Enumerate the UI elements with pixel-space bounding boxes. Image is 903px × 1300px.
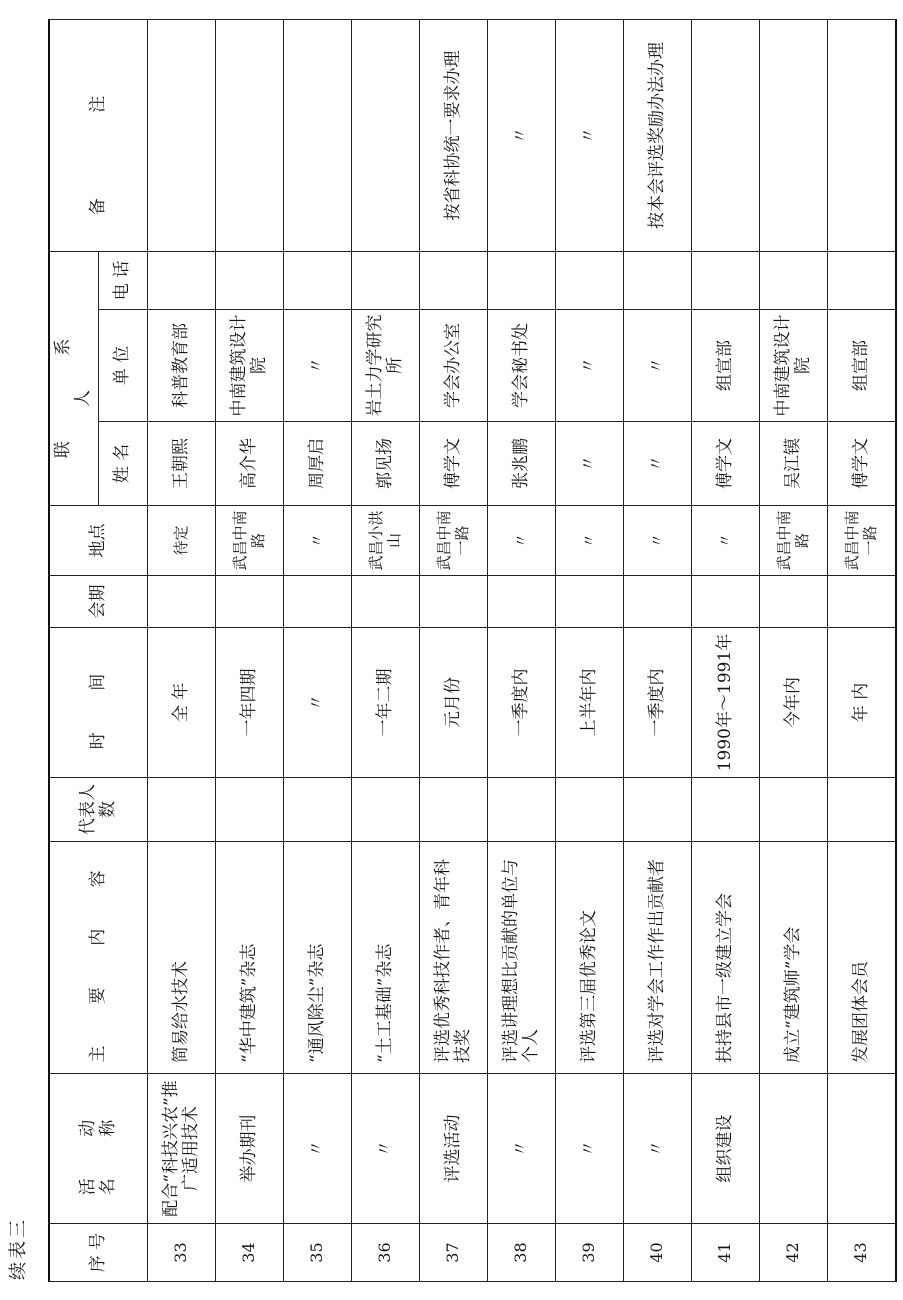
- cell-contact-phone: [284, 251, 352, 309]
- cell-contact-name: 〃: [556, 422, 624, 506]
- cell-place: 待定: [148, 506, 216, 576]
- cell-contact-unit: 〃: [284, 310, 352, 422]
- cell-activity-name: 〃: [352, 1074, 420, 1224]
- header-activity-name: 活 动 名 称: [49, 1074, 148, 1224]
- cell-activity-name: 评选活动: [420, 1074, 488, 1224]
- table-row: [624, 19, 692, 1281]
- cell-contact-name: 吴江镆: [760, 422, 828, 506]
- table-row: [828, 19, 897, 1281]
- cell-time: 元月份: [420, 628, 488, 778]
- cell-seq: 41: [692, 1224, 760, 1282]
- cell-seq: 35: [284, 1224, 352, 1282]
- cell-seq: 36: [352, 1224, 420, 1282]
- cell-contact-unit: 组宣部: [692, 310, 760, 422]
- cell-period: [216, 576, 284, 628]
- header-note: 备 注: [49, 19, 148, 251]
- cell-seq: 37: [420, 1224, 488, 1282]
- cell-contact-name: 周厚启: [284, 422, 352, 506]
- table-row: [760, 19, 828, 1281]
- cell-contact-phone: [352, 251, 420, 309]
- cell-rep-count: [760, 778, 828, 842]
- cell-activity-name: 〃: [284, 1074, 352, 1224]
- cell-contact-phone: [216, 251, 284, 309]
- cell-contact-unit: 〃: [624, 310, 692, 422]
- cell-time: 1990年～1991年: [692, 628, 760, 778]
- cell-contact-unit: 岩土力学研究所: [352, 310, 420, 422]
- cell-place: 武昌中南一路: [420, 506, 488, 576]
- cell-contact-unit: 〃: [556, 310, 624, 422]
- header-seq: 序 号: [49, 1224, 148, 1282]
- table-row: [556, 19, 624, 1281]
- cell-place: 武昌中南一路: [828, 506, 897, 576]
- header-place: 地点: [49, 506, 148, 576]
- cell-time: 一年四期: [216, 628, 284, 778]
- cell-contact-name: 张兆鹏: [488, 422, 556, 506]
- cell-contact-phone: [760, 251, 828, 309]
- cell-contact-phone: [624, 251, 692, 309]
- table-title: 续表三: [8, 1217, 29, 1280]
- header-contact-name: 姓 名: [99, 422, 148, 506]
- cell-activity-name: 〃: [624, 1074, 692, 1224]
- cell-contact-name: 傅学文: [692, 422, 760, 506]
- cell-note: 按省科协统一要求办理: [420, 19, 488, 251]
- header-contact-unit: 单 位: [99, 310, 148, 422]
- header-contact: 联 系 人: [49, 251, 99, 505]
- cell-time: 一季度内: [488, 628, 556, 778]
- cell-note: 按本会评选奖励办法办理: [624, 19, 692, 251]
- cell-rep-count: [352, 778, 420, 842]
- table-row: [148, 19, 216, 1281]
- header-time: 时 间: [49, 628, 148, 778]
- cell-period: [488, 576, 556, 628]
- cell-main-content: 成立“建筑师”学会: [760, 842, 828, 1074]
- cell-contact-name: 傅学文: [828, 422, 897, 506]
- table-row: [488, 19, 556, 1281]
- cell-note: [352, 19, 420, 251]
- cell-seq: 38: [488, 1224, 556, 1282]
- cell-activity-name: 配合“科技兴农”推广适用技术: [148, 1074, 216, 1224]
- cell-activity-name: 〃: [488, 1074, 556, 1224]
- table-row: [692, 19, 760, 1281]
- cell-contact-phone: [828, 251, 897, 309]
- cell-note: 〃: [556, 19, 624, 251]
- cell-place: 武昌中南路: [216, 506, 284, 576]
- cell-time: 今年内: [760, 628, 828, 778]
- cell-contact-phone: [488, 251, 556, 309]
- cell-note: [216, 19, 284, 251]
- cell-seq: 39: [556, 1224, 624, 1282]
- cell-rep-count: [556, 778, 624, 842]
- cell-time: 〃: [284, 628, 352, 778]
- cell-note: 〃: [488, 19, 556, 251]
- cell-activity-name: 举办期刊: [216, 1074, 284, 1224]
- cell-seq: 33: [148, 1224, 216, 1282]
- cell-contact-unit: 中南建筑设计院: [760, 310, 828, 422]
- header-rep-count: 代表人数: [49, 778, 148, 842]
- cell-period: [420, 576, 488, 628]
- table-row: [284, 19, 352, 1281]
- cell-contact-phone: [148, 251, 216, 309]
- cell-period: [556, 576, 624, 628]
- cell-main-content: 评选讲理想比贡献的单位与个人: [488, 842, 556, 1074]
- cell-activity-name: [828, 1074, 897, 1224]
- cell-period: [624, 576, 692, 628]
- cell-seq: 43: [828, 1224, 897, 1282]
- cell-place: 〃: [556, 506, 624, 576]
- cell-period: [148, 576, 216, 628]
- cell-seq: 34: [216, 1224, 284, 1282]
- header-period: 会期: [49, 576, 148, 628]
- cell-main-content: 评选第三届优秀论文: [556, 842, 624, 1074]
- cell-contact-unit: 学会秘书处: [488, 310, 556, 422]
- cell-period: [692, 576, 760, 628]
- cell-contact-unit: 中南建筑设计院: [216, 310, 284, 422]
- cell-place: 〃: [488, 506, 556, 576]
- cell-contact-phone: [420, 251, 488, 309]
- cell-activity-name: [760, 1074, 828, 1224]
- cell-rep-count: [284, 778, 352, 842]
- cell-contact-name: 〃: [624, 422, 692, 506]
- cell-contact-unit: 组宣部: [828, 310, 897, 422]
- cell-place: 〃: [692, 506, 760, 576]
- header-contact-phone: 电 话: [99, 251, 148, 309]
- cell-contact-unit: 科普教育部: [148, 310, 216, 422]
- cell-period: [284, 576, 352, 628]
- cell-activity-name: 〃: [556, 1074, 624, 1224]
- cell-note: [760, 19, 828, 251]
- cell-rep-count: [624, 778, 692, 842]
- cell-time: 全 年: [148, 628, 216, 778]
- cell-note: [828, 19, 897, 251]
- cell-place: 〃: [284, 506, 352, 576]
- cell-time: 上半年内: [556, 628, 624, 778]
- cell-note: [284, 19, 352, 251]
- cell-contact-name: 郭见扬: [352, 422, 420, 506]
- cell-rep-count: [420, 778, 488, 842]
- cell-main-content: “华中建筑”杂志: [216, 842, 284, 1074]
- cell-period: [760, 576, 828, 628]
- cell-place: 〃: [624, 506, 692, 576]
- cell-main-content: 评选优秀科技作者、青年科技奖: [420, 842, 488, 1074]
- cell-contact-unit: 学会办公室: [420, 310, 488, 422]
- cell-main-content: “土工基础”杂志: [352, 842, 420, 1074]
- cell-seq: 40: [624, 1224, 692, 1282]
- table-header: [49, 19, 148, 1281]
- cell-activity-name: 组织建设: [692, 1074, 760, 1224]
- cell-rep-count: [488, 778, 556, 842]
- cell-place: 武昌小洪山: [352, 506, 420, 576]
- cell-contact-name: 傅学文: [420, 422, 488, 506]
- table-body: [148, 19, 897, 1281]
- cell-seq: 42: [760, 1224, 828, 1282]
- cell-place: 武昌中南路: [760, 506, 828, 576]
- cell-contact-phone: [556, 251, 624, 309]
- cell-time: 一季度内: [624, 628, 692, 778]
- cell-main-content: 发展团体会员: [828, 842, 897, 1074]
- cell-note: [692, 19, 760, 251]
- cell-period: [828, 576, 897, 628]
- activity-table: [48, 19, 897, 1282]
- cell-rep-count: [148, 778, 216, 842]
- cell-rep-count: [692, 778, 760, 842]
- cell-contact-name: 王朝熙: [148, 422, 216, 506]
- cell-main-content: 简易给水技术: [148, 842, 216, 1074]
- cell-note: [148, 19, 216, 251]
- cell-rep-count: [216, 778, 284, 842]
- cell-time: 年 内: [828, 628, 897, 778]
- cell-period: [352, 576, 420, 628]
- table-row: [352, 19, 420, 1281]
- cell-contact-name: 高介华: [216, 422, 284, 506]
- cell-rep-count: [828, 778, 897, 842]
- cell-main-content: 评选对学会工作作出贡献者: [624, 842, 692, 1074]
- header-main-content: 主 要 内 容: [49, 842, 148, 1074]
- table-row: [216, 19, 284, 1281]
- table-row: [420, 19, 488, 1281]
- cell-contact-phone: [692, 251, 760, 309]
- cell-main-content: “通风除尘”杂志: [284, 842, 352, 1074]
- cell-time: 一年二期: [352, 628, 420, 778]
- cell-main-content: 扶持县市一级建立学会: [692, 842, 760, 1074]
